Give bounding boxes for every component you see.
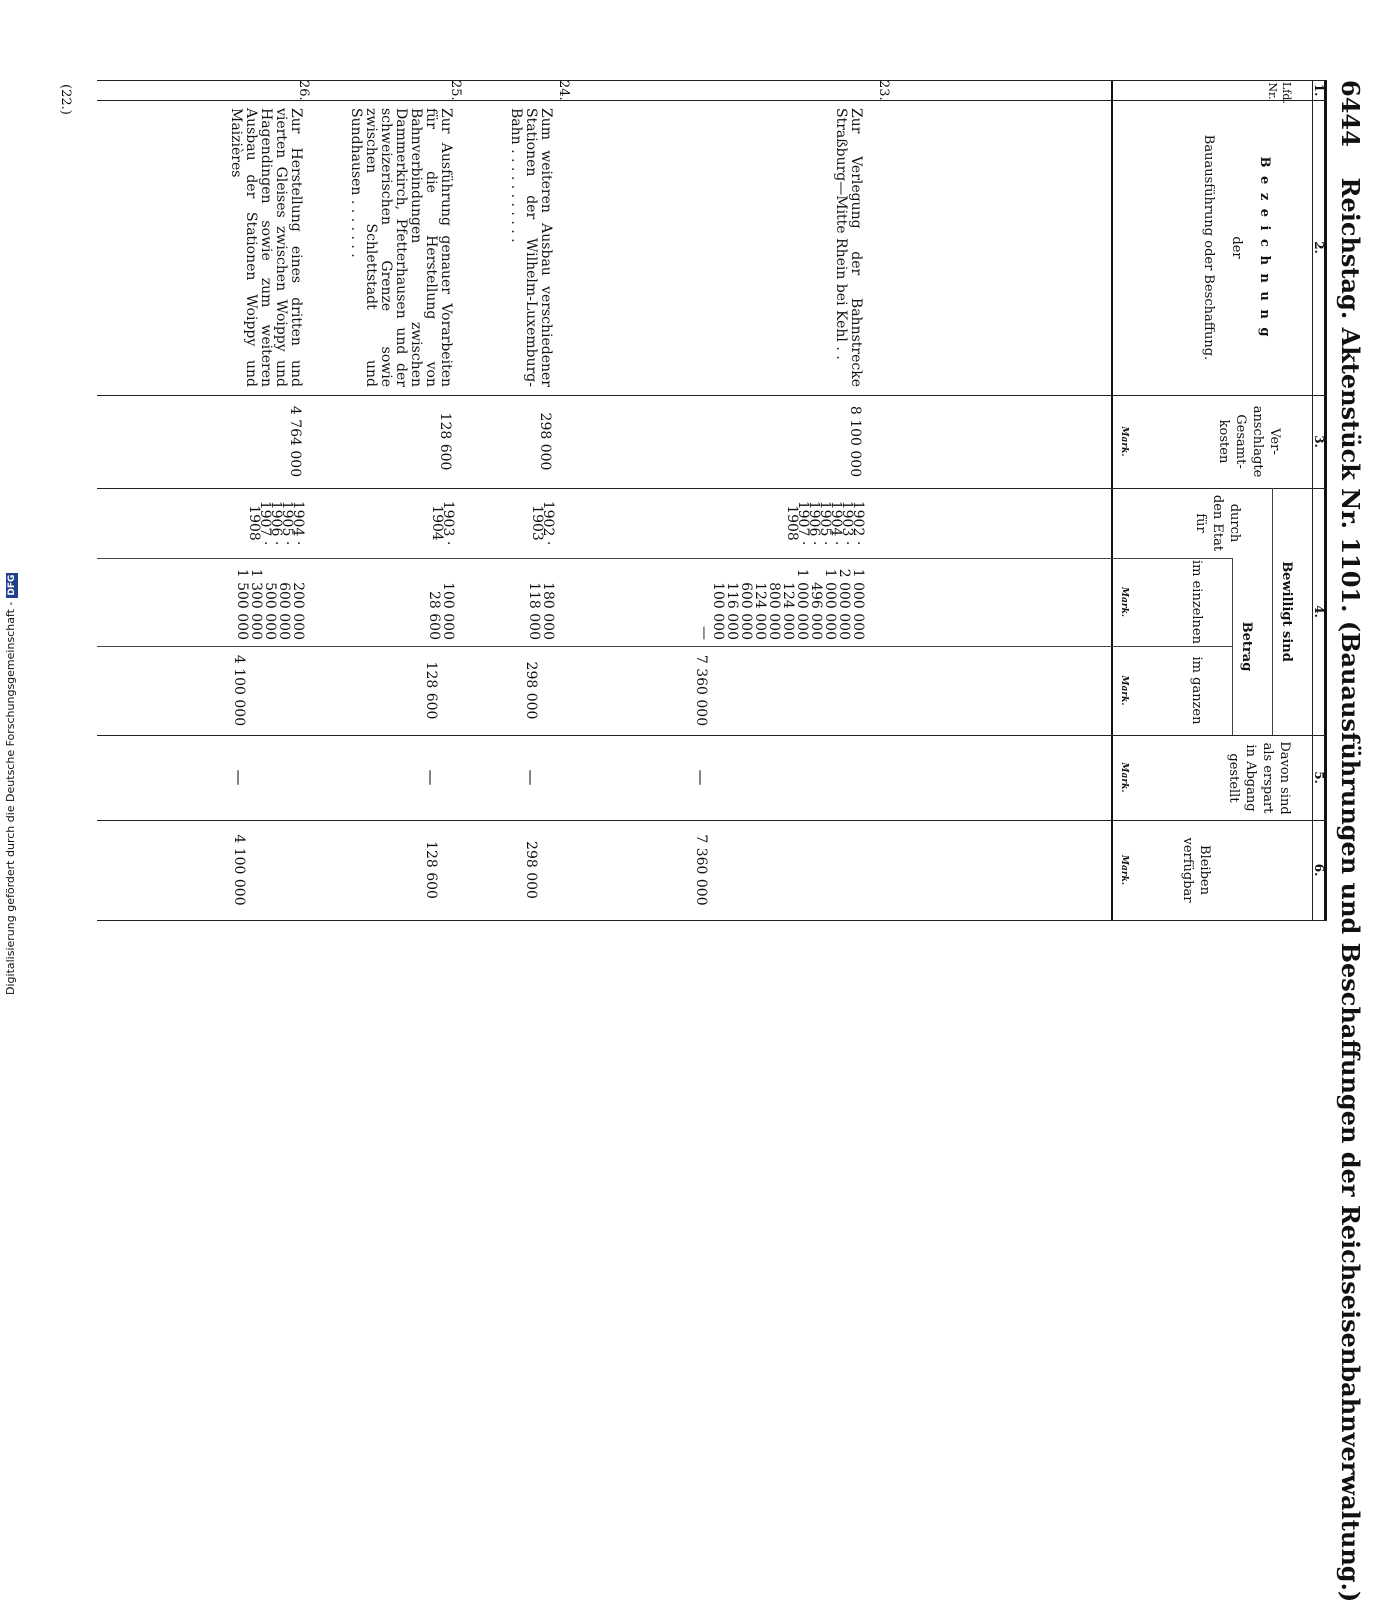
dfg-note-text: Digitalisierung gefördert durch die Deutsche Forschungsgemeinschaft -: [4, 601, 17, 995]
unit-c5: Mark.: [1119, 762, 1129, 793]
row-24-verfuegbar: 298 000: [523, 841, 539, 899]
row-25-ganzen: 128 600: [423, 661, 439, 720]
row-24-desc: Zum weiteren Ausbau verschiedener Stationen der Wilhelm-Luxemburg-Bahn . . . . . . . . . . .: [508, 108, 554, 387]
header-verfuegbar: Bleiben verfügbar: [1180, 837, 1212, 903]
header-betrag: Betrag: [1239, 621, 1254, 672]
row-23-amount-8: 600 000: [738, 582, 754, 640]
row-25-years: 1903 · 1904: [429, 500, 456, 546]
row-26-nr: 26.: [296, 80, 311, 101]
header-bewilligt: Bewilligt sind: [1279, 561, 1294, 662]
row-25-verfuegbar: 128 600: [423, 841, 439, 899]
unit-c4b: Mark.: [1119, 675, 1129, 706]
row-25-erspart: —: [422, 769, 441, 786]
row-23-desc: Zur Verlegung der Bahnstrecke Straßburg—Mitte Rhein bei Kehl . .: [833, 108, 864, 387]
row-26-erspart: —: [230, 769, 249, 786]
row-24-nr: 24.: [556, 80, 571, 101]
header-lfd-nr: Lfd. Nr.: [1266, 82, 1293, 104]
row-24-years: 1902 · 1903: [529, 500, 556, 546]
row-23-amount-6: 800 000: [766, 582, 782, 640]
row-26-cost: 4 764 000: [287, 405, 303, 478]
row-25-amount-0: 100 000: [440, 582, 456, 640]
row-23-amount-2: 1 000 000: [822, 568, 838, 640]
row-23-years: 1902 · 1903 · 1904 · 1905 · 1906 · 1907 · 1908: [784, 500, 866, 546]
row-26-desc: Zur Herstellung eines dritten und vierten Gleises zwischen Woippy und Hagendingen sowie zum weiteren Ausbau der Stationen Woippy und Maizières: [228, 108, 304, 387]
row-23-amount-1: 2 000 000: [836, 568, 852, 640]
row-26-amount-1: 600 000: [276, 582, 292, 640]
header-bezeichnung: B e z e i c h n u n g: [1257, 156, 1272, 339]
row-25-nr: 25.: [448, 80, 463, 101]
unit-c6: Mark.: [1119, 855, 1129, 885]
row-24-ganzen: 298 000: [523, 661, 539, 720]
row-23-amount-11: —: [696, 626, 712, 640]
row-24-amount-1: 118 000: [526, 582, 542, 640]
colnum-6: 6.: [1312, 863, 1326, 877]
colnum-5: 5.: [1312, 771, 1326, 784]
page-number: 6444: [1336, 80, 1365, 147]
row-23-amount-4: 1 000 000: [794, 568, 810, 640]
unit-c3: Mark.: [1119, 426, 1129, 457]
unit-c4a: Mark.: [1119, 587, 1129, 617]
row-23-amount-0: 1 000 000: [850, 568, 866, 640]
colnum-1: 1.: [1312, 83, 1326, 97]
row-23-amount-3: 496 000: [808, 582, 824, 640]
row-23-cost: 8 100 000: [847, 405, 863, 478]
row-26-amount-0: 200 000: [290, 582, 306, 640]
row-23-amount-5: 124 000: [780, 582, 796, 640]
dfg-logo: DFG: [7, 574, 17, 596]
header-der: der: [1229, 236, 1244, 259]
dfg-note: [4, 573, 18, 995]
header-durch-etat: durch den Etat für: [1193, 494, 1242, 552]
row-23-amount-10: 100 000: [710, 582, 726, 640]
row-23-ganzen: 7 360 000: [693, 654, 709, 727]
row-23-nr: 23.: [876, 80, 891, 101]
prev-reference: (22.): [58, 84, 73, 115]
header-einzelnen: im einzelnen: [1189, 560, 1204, 644]
row-24-cost: 298 000: [537, 412, 553, 471]
header-ganzen: im ganzen: [1189, 656, 1204, 725]
colnum-3: 3.: [1312, 435, 1326, 448]
row-23-verfuegbar: 7 360 000: [693, 834, 709, 906]
colnum-4: 4.: [1312, 605, 1326, 618]
page-title: Reichstag. Aktenstück Nr. 1101. (Bauausführungen und Beschaffungen der Reichseisenbahnverwaltung.): [1336, 177, 1365, 1602]
row-25-desc: Zur Ausführung genauer Vorarbeiten für die Herstellung von Bahnverbindungen zwischen Dammerkirch, Pfetterhausen und der schweizerischen Grenze sowie zwischen Schlettstadt und Sundhausen . . . . . . .: [348, 108, 454, 387]
row-26-amount-2: 500 000: [262, 582, 278, 640]
row-26-amount-3: 1 300 000: [248, 568, 264, 640]
row-26-ganzen: 4 100 000: [231, 654, 247, 727]
header-bauausfuehrung: Bauausführung oder Beschaffung.: [1201, 134, 1216, 361]
colnum-2: 2.: [1312, 241, 1326, 254]
row-23-amount-7: 124 000: [752, 582, 768, 640]
row-24-amount-0: 180 000: [540, 582, 556, 640]
row-23-amount-9: 116 000: [724, 582, 740, 640]
row-26-years: 1904 · 1905 · 1906 · 1907 · 1908: [246, 500, 306, 546]
header-erspart: Davon sind als erspart in Abgang gestellt: [1226, 741, 1292, 815]
row-24-erspart: —: [522, 769, 541, 786]
row-25-cost: 128 600: [437, 412, 453, 471]
header-kosten: Ver-anschlagte Gesamt-kosten: [1216, 405, 1282, 478]
row-23-erspart: —: [692, 769, 711, 786]
row-26-amount-4: 1 500 000: [234, 568, 250, 640]
row-26-verfuegbar: 4 100 000: [231, 834, 247, 906]
row-25-amount-1: 28 600: [426, 591, 442, 640]
